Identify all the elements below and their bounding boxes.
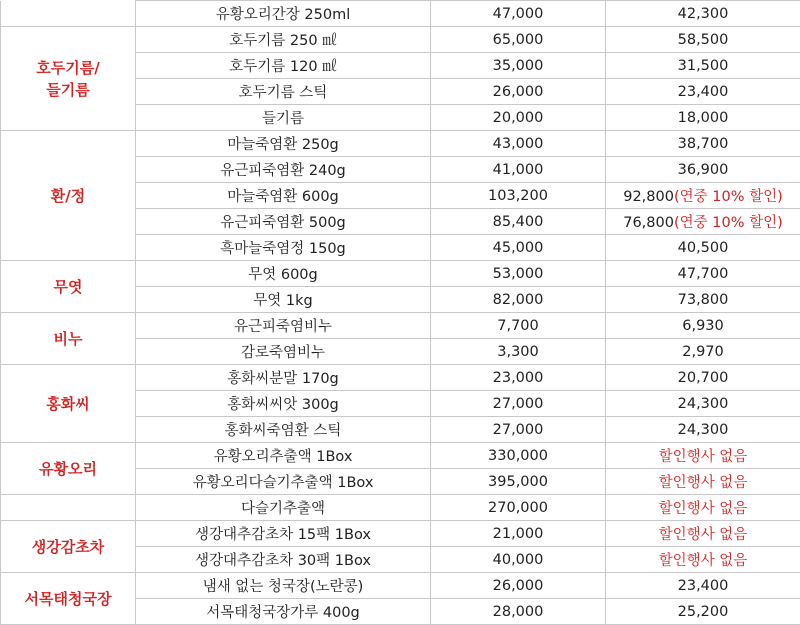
table-row — [1, 495, 800, 521]
sale-price: 76,800 — [623, 215, 674, 231]
sale-price: 92,800 — [623, 189, 674, 205]
regular-price: 26,000 — [431, 79, 606, 105]
product-name: 생강대추감초차 30팩 1Box — [136, 547, 431, 573]
regular-price: 330,000 — [431, 443, 606, 469]
product-name: 유황오리다슬기추출액 1Box — [136, 469, 431, 495]
product-name: 생강대추감초차 15팩 1Box — [136, 521, 431, 547]
table-row — [1, 443, 800, 469]
category-cell: 무엿 — [1, 261, 136, 313]
product-name: 무엿 1kg — [136, 287, 431, 313]
category-cell — [1, 1, 136, 27]
category-cell: 유황오리 — [1, 443, 136, 495]
sale-price: 18,000 — [606, 105, 800, 131]
regular-price: 45,000 — [431, 235, 606, 261]
category-cell — [1, 27, 136, 131]
category-cell: 비누 — [1, 313, 136, 365]
product-name: 다슬기추출액 — [136, 495, 431, 521]
regular-price: 270,000 — [431, 495, 606, 521]
discount-note: 할인행사 없음 — [606, 495, 800, 521]
regular-price: 7,700 — [431, 313, 606, 339]
regular-price: 28,000 — [431, 599, 606, 625]
product-name: 유근피죽염환 500g — [136, 209, 431, 235]
category-cell: 서목태청국장 — [1, 573, 136, 625]
sale-price: 24,300 — [606, 417, 800, 443]
sale-price: 24,300 — [606, 391, 800, 417]
category-cell: 생강감초차 — [1, 521, 136, 573]
discount-note: 할인행사 없음 — [606, 469, 800, 495]
regular-price: 35,000 — [431, 53, 606, 79]
sale-price-cell — [606, 183, 800, 209]
regular-price: 47,000 — [431, 1, 606, 27]
sale-price: 36,900 — [606, 157, 800, 183]
category-label: 들기름 — [46, 81, 89, 99]
product-name: 홍화씨죽염환 스틱 — [136, 417, 431, 443]
sale-price: 23,400 — [606, 79, 800, 105]
regular-price: 20,000 — [431, 105, 606, 131]
discount-note: 할인행사 없음 — [606, 547, 800, 573]
regular-price: 3,300 — [431, 339, 606, 365]
regular-price: 103,200 — [431, 183, 606, 209]
sale-price: 73,800 — [606, 287, 800, 313]
product-name: 유황오리간장 250ml — [136, 1, 431, 27]
regular-price: 23,000 — [431, 365, 606, 391]
sale-price: 23,400 — [606, 573, 800, 599]
product-name: 마늘죽염환 600g — [136, 183, 431, 209]
discount-note: 할인행사 없음 — [606, 521, 800, 547]
table-row — [1, 521, 800, 547]
table-row — [1, 1, 800, 27]
regular-price: 53,000 — [431, 261, 606, 287]
product-name: 홍화씨분말 170g — [136, 365, 431, 391]
regular-price: 43,000 — [431, 131, 606, 157]
discount-note: (연중 10% 할인) — [674, 189, 783, 205]
product-name: 호두기름 250 ㎖ — [136, 27, 431, 53]
regular-price: 40,000 — [431, 547, 606, 573]
sale-price: 40,500 — [606, 235, 800, 261]
regular-price: 395,000 — [431, 469, 606, 495]
regular-price: 65,000 — [431, 27, 606, 53]
table-row — [1, 313, 800, 339]
sale-price: 20,700 — [606, 365, 800, 391]
regular-price: 26,000 — [431, 573, 606, 599]
table-row — [1, 27, 800, 53]
regular-price: 27,000 — [431, 391, 606, 417]
sale-price: 25,200 — [606, 599, 800, 625]
product-name: 호두기름 120 ㎖ — [136, 53, 431, 79]
table-row — [1, 261, 800, 287]
category-cell — [1, 495, 136, 521]
sale-price: 2,970 — [606, 339, 800, 365]
sale-price: 31,500 — [606, 53, 800, 79]
product-name: 흑마늘죽염정 150g — [136, 235, 431, 261]
product-name: 유근피죽염비누 — [136, 313, 431, 339]
product-name: 들기름 — [136, 105, 431, 131]
sale-price-cell — [606, 209, 800, 235]
product-name: 무엿 600g — [136, 261, 431, 287]
table-row — [1, 131, 800, 157]
sale-price: 38,700 — [606, 131, 800, 157]
regular-price: 82,000 — [431, 287, 606, 313]
table-row — [1, 573, 800, 599]
product-name: 서목태청국장가루 400g — [136, 599, 431, 625]
sale-price: 42,300 — [606, 1, 800, 27]
regular-price: 41,000 — [431, 157, 606, 183]
category-cell: 환/정 — [1, 131, 136, 261]
discount-note: (연중 10% 할인) — [674, 215, 783, 231]
discount-note: 할인행사 없음 — [606, 443, 800, 469]
regular-price: 27,000 — [431, 417, 606, 443]
category-cell: 홍화씨 — [1, 365, 136, 443]
sale-price: 58,500 — [606, 27, 800, 53]
regular-price: 85,400 — [431, 209, 606, 235]
product-name: 홍화씨씨앗 300g — [136, 391, 431, 417]
product-name: 유황오리추출액 1Box — [136, 443, 431, 469]
product-name: 감로죽염비누 — [136, 339, 431, 365]
sale-price: 47,700 — [606, 261, 800, 287]
product-name: 냄새 없는 청국장(노란콩) — [136, 573, 431, 599]
category-label: 호두기름/ — [36, 59, 99, 77]
sale-price: 6,930 — [606, 313, 800, 339]
table-row — [1, 365, 800, 391]
product-name: 마늘죽염환 250g — [136, 131, 431, 157]
product-name: 유근피죽염환 240g — [136, 157, 431, 183]
regular-price: 21,000 — [431, 521, 606, 547]
product-name: 호두기름 스틱 — [136, 79, 431, 105]
